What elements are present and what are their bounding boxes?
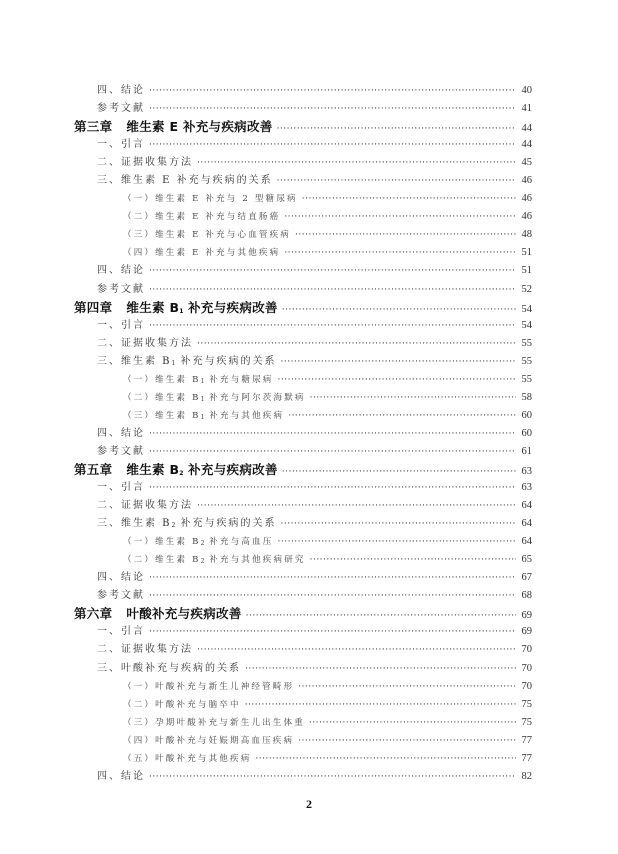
toc-entry-title: 一、引言	[97, 139, 145, 151]
dot-leader	[149, 443, 516, 461]
subscript: 1	[200, 413, 205, 421]
subscript: 1	[179, 307, 184, 315]
title-post: 补充与疾病的关系	[175, 355, 277, 367]
toc-entry[interactable]	[74, 317, 532, 335]
toc-entry[interactable]	[74, 479, 532, 497]
dot-leader	[245, 660, 516, 678]
toc-entry-page: 69	[521, 610, 532, 622]
dot-leader	[149, 317, 516, 335]
toc-entry[interactable]	[74, 335, 532, 353]
chapter-title	[74, 605, 246, 623]
toc-chapter-6[interactable]	[74, 605, 532, 623]
toc-entry-page: 65	[521, 554, 532, 566]
toc-subentry[interactable]	[74, 696, 532, 714]
toc-entry-title: 四、结论	[97, 572, 145, 584]
toc-entry-title: 参考文献	[97, 283, 145, 295]
title-post: 补充与阿尔茨海默病	[204, 392, 306, 403]
toc-entry-page: 41	[521, 103, 532, 115]
title-post: 补充与疾病的关系	[175, 518, 277, 530]
toc-entry-page: 64	[521, 500, 532, 512]
toc-entry-title: 三、维生素 E 补充与疾病的关系	[97, 175, 273, 187]
subscript: 2	[171, 522, 176, 530]
title-post: 补充与其他疾病	[204, 410, 285, 421]
toc-subentry[interactable]	[74, 714, 532, 732]
dot-leader	[149, 100, 516, 118]
toc-chapter-4[interactable]	[74, 299, 532, 317]
toc-entry-title: 参考文献	[97, 445, 145, 457]
chapter-number: 第三章	[74, 119, 113, 135]
subscript: 1	[200, 395, 205, 403]
toc-entry-page: 67	[521, 572, 532, 584]
toc-entry-page: 46	[521, 193, 532, 205]
toc-entry-page: 46	[521, 211, 532, 223]
dot-leader	[310, 551, 516, 569]
toc-entry-page: 70	[521, 662, 532, 674]
dot-leader	[302, 190, 516, 208]
toc-entry[interactable]	[74, 262, 532, 280]
toc-entry-page: 68	[521, 590, 532, 602]
dot-leader	[277, 172, 516, 190]
toc-entry-title	[97, 515, 281, 533]
toc-entry-page: 46	[521, 175, 532, 187]
dot-leader	[281, 353, 516, 371]
title-post: 补充与糖尿病	[204, 374, 274, 385]
subscript: 2	[200, 558, 205, 566]
dot-leader	[149, 587, 516, 605]
toc-entry[interactable]	[74, 768, 532, 786]
toc-entry-page: 63	[521, 465, 532, 477]
toc-subentry[interactable]	[74, 407, 532, 425]
toc-entry[interactable]	[74, 515, 532, 533]
toc-subentry-title: （二）维生素 E 补充与结直肠癌	[123, 212, 281, 223]
title-pre: （二）维生素 B	[123, 392, 201, 403]
toc-entry-page: 60	[521, 427, 532, 439]
dot-leader	[295, 226, 516, 244]
toc-subentry[interactable]	[74, 226, 532, 244]
dot-leader	[281, 515, 516, 533]
toc-subentry-title	[123, 551, 310, 569]
dot-leader	[245, 696, 516, 714]
toc-entry[interactable]	[74, 154, 532, 172]
toc-entry-page: 61	[521, 445, 532, 457]
toc-subentry[interactable]	[74, 732, 532, 750]
toc-entry[interactable]	[74, 353, 532, 371]
toc-subentry-title: （三）维生素 E 补充与心血管疾病	[123, 230, 292, 241]
toc-entry[interactable]	[74, 281, 532, 299]
toc-entry-page: 51	[521, 247, 532, 259]
toc-subentry[interactable]	[74, 371, 532, 389]
title-post: 补充与高血压	[204, 537, 274, 548]
toc-entry-title: 二、证据收集方法	[97, 500, 193, 512]
toc-entry-page: 69	[521, 626, 532, 638]
dot-leader	[278, 533, 517, 551]
dot-leader	[277, 120, 516, 136]
table-of-contents	[74, 82, 532, 786]
toc-entry-page: 82	[521, 770, 532, 782]
dot-leader	[149, 479, 516, 497]
toc-subentry-title	[123, 371, 278, 389]
toc-entry-page: 75	[521, 698, 532, 710]
toc-entry-title	[97, 353, 281, 371]
toc-entry[interactable]	[74, 587, 532, 605]
subscript: 2	[179, 469, 184, 477]
title-pre: （一）维生素 B	[123, 374, 201, 385]
chapter-name: 维生素 E 补充与疾病改善	[126, 119, 273, 135]
dot-leader	[149, 623, 516, 641]
toc-entry-title: 四、结论	[97, 770, 145, 782]
chapter-title	[74, 461, 282, 479]
toc-entry-title: 一、引言	[97, 482, 145, 494]
chapter-name-post: 补充与疾病改善	[183, 299, 278, 315]
toc-entry[interactable]	[74, 136, 532, 154]
toc-entry-page: 77	[521, 752, 532, 764]
toc-chapter-5[interactable]	[74, 461, 532, 479]
toc-entry-page: 70	[521, 680, 532, 692]
toc-entry-page: 55	[521, 355, 532, 367]
toc-entry-page: 64	[521, 536, 532, 548]
toc-subentry-title: （四）叶酸补充与妊娠期高血压疾病	[123, 735, 295, 746]
toc-entry-title: 三、叶酸补充与疾病的关系	[97, 662, 241, 674]
title-pre: （一）维生素 B	[123, 537, 201, 548]
chapter-name: 叶酸补充与疾病改善	[126, 606, 242, 622]
dot-leader	[149, 262, 516, 280]
dot-leader	[149, 569, 516, 587]
dot-leader	[309, 714, 516, 732]
toc-entry-page: 44	[521, 139, 532, 151]
page-number: 2	[306, 797, 312, 811]
toc-entry[interactable]	[74, 641, 532, 659]
toc-subentry-title: （四）维生素 E 补充与其他疾病	[123, 248, 281, 259]
toc-entry-title: 参考文献	[97, 103, 145, 115]
dot-leader	[149, 82, 516, 100]
toc-subentry-title: （一）维生素 E 补充与 2 型糖尿病	[123, 194, 298, 205]
dot-leader	[278, 371, 517, 389]
toc-entry[interactable]	[74, 660, 532, 678]
toc-subentry[interactable]	[74, 678, 532, 696]
dot-leader	[149, 281, 516, 299]
toc-entry[interactable]	[74, 172, 532, 190]
chapter-name-pre: 维生素 B	[126, 299, 180, 315]
toc-entry-page: 55	[521, 373, 532, 385]
chapter-number: 第四章	[74, 299, 113, 315]
toc-entry-page: 75	[521, 716, 532, 728]
toc-entry-page: 70	[521, 644, 532, 656]
title-pre: 三、维生素 B	[97, 518, 172, 530]
toc-entry-title: 二、证据收集方法	[97, 337, 193, 349]
subscript: 1	[200, 377, 205, 385]
toc-entry-title: 参考文献	[97, 590, 145, 602]
title-pre: （三）维生素 B	[123, 410, 201, 421]
toc-entry-page: 54	[521, 319, 532, 331]
toc-entry-page: 51	[521, 265, 532, 277]
toc-chapter-3[interactable]	[74, 118, 532, 136]
toc-subentry[interactable]	[74, 389, 532, 407]
toc-entry[interactable]	[74, 82, 532, 100]
toc-entry-page: 40	[521, 85, 532, 96]
toc-entry[interactable]	[74, 425, 532, 443]
toc-entry-page: 60	[521, 409, 532, 421]
toc-subentry-title	[123, 389, 310, 407]
toc-entry-title: 四、结论	[97, 265, 145, 277]
toc-subentry-title: （三）孕期叶酸补充与新生儿出生体重	[123, 717, 305, 728]
dot-leader	[149, 425, 516, 443]
chapter-title	[74, 299, 282, 317]
dot-leader	[149, 768, 516, 786]
dot-leader	[284, 244, 516, 262]
toc-entry-title: 四、结论	[97, 427, 145, 439]
dot-leader	[197, 335, 516, 353]
toc-subentry[interactable]	[74, 551, 532, 569]
toc-entry-title: 二、证据收集方法	[97, 644, 193, 656]
toc-subentry[interactable]	[74, 244, 532, 262]
chapter-title	[74, 118, 277, 136]
toc-subentry-title: （一）叶酸补充与新生儿神经管畸形	[123, 681, 295, 692]
toc-entry-page: 64	[521, 518, 532, 530]
chapter-name-post: 补充与疾病改善	[183, 461, 278, 477]
dot-leader	[284, 208, 516, 226]
toc-entry-page: 63	[521, 482, 532, 494]
toc-entry-page: 48	[521, 229, 532, 241]
toc-entry[interactable]	[74, 100, 532, 118]
toc-subentry[interactable]	[74, 533, 532, 551]
dot-leader	[282, 463, 516, 479]
dot-leader	[197, 641, 516, 659]
dot-leader	[288, 407, 516, 425]
title-pre: （二）维生素 B	[123, 555, 201, 566]
toc-entry-page: 54	[521, 303, 532, 315]
toc-subentry[interactable]	[74, 190, 532, 208]
dot-leader	[255, 750, 516, 768]
toc-subentry-title: （五）叶酸补充与其他疾病	[123, 753, 252, 764]
chapter-number: 第六章	[74, 606, 113, 622]
toc-entry-page: 52	[521, 283, 532, 295]
dot-leader	[246, 607, 516, 623]
chapter-name-pre: 维生素 B	[126, 461, 180, 477]
toc-subentry[interactable]	[74, 208, 532, 226]
toc-subentry-title: （二）叶酸补充与脑卒中	[123, 699, 241, 710]
toc-entry-title: 四、结论	[97, 85, 145, 96]
toc-entry-page: 77	[521, 734, 532, 746]
subscript: 1	[171, 359, 176, 367]
dot-leader	[298, 678, 516, 696]
dot-leader	[197, 154, 516, 172]
dot-leader	[197, 497, 516, 515]
dot-leader	[310, 389, 516, 407]
toc-subentry[interactable]	[74, 750, 532, 768]
chapter-number: 第五章	[74, 461, 113, 477]
dot-leader	[298, 732, 516, 750]
toc-entry-page: 44	[521, 123, 532, 135]
toc-entry-page: 55	[521, 337, 532, 349]
toc-subentry-title	[123, 533, 278, 551]
toc-entry[interactable]	[74, 443, 532, 461]
toc-entry-title: 一、引言	[97, 626, 145, 638]
toc-entry-page: 58	[521, 391, 532, 403]
dot-leader	[149, 136, 516, 154]
toc-entry[interactable]	[74, 497, 532, 515]
title-post: 补充与其他疾病研究	[204, 555, 306, 566]
dot-leader	[282, 301, 516, 317]
subscript: 2	[200, 540, 205, 548]
title-pre: 三、维生素 B	[97, 355, 172, 367]
toc-entry-page: 45	[521, 157, 532, 169]
toc-subentry-title	[123, 407, 288, 425]
toc-entry-title: 一、引言	[97, 319, 145, 331]
toc-entry[interactable]	[74, 569, 532, 587]
toc-entry-title: 二、证据收集方法	[97, 157, 193, 169]
toc-entry[interactable]	[74, 623, 532, 641]
